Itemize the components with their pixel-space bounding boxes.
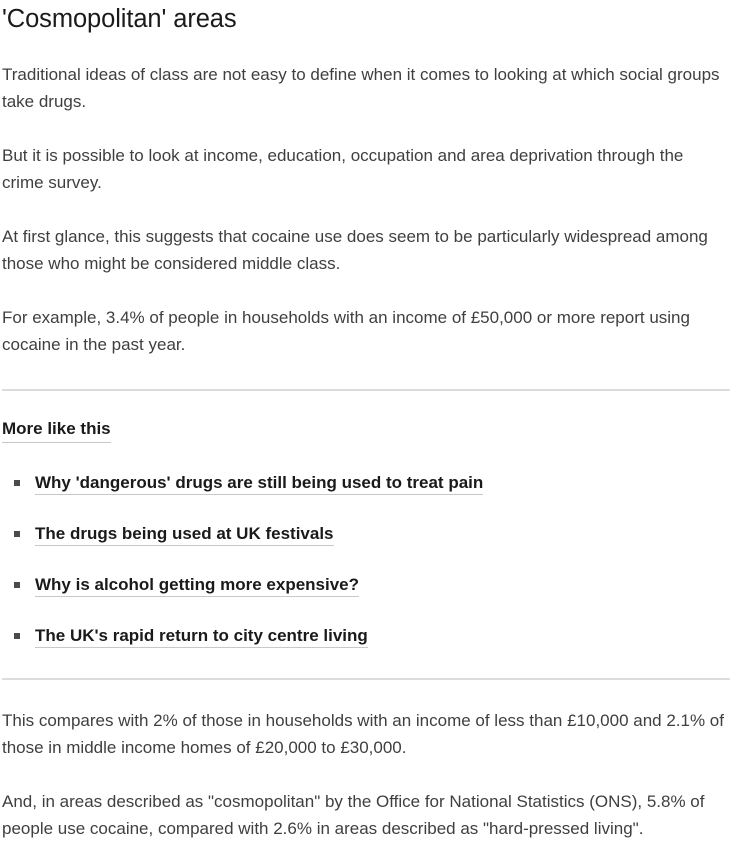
- page-title: 'Cosmopolitan' areas: [2, 5, 237, 33]
- square-bullet-icon: [14, 582, 20, 588]
- square-bullet-icon: [14, 531, 20, 537]
- more-like-this-section: [2, 418, 730, 443]
- list-item: [2, 472, 730, 495]
- related-links-list: [2, 472, 730, 648]
- list-item: [2, 625, 730, 648]
- related-link-3[interactable]: Why is alcohol getting more expensive?: [35, 575, 359, 597]
- intro-paragraph-4: For example, 3.4% of people in households with an income of £50,000 or more report using cocaine in the past year.: [2, 308, 690, 354]
- intro-paragraph-1: Traditional ideas of class are not easy to define when it comes to looking at which social groups take drugs.: [2, 65, 720, 111]
- intro-paragraph-3: At first glance, this suggests that cocaine use does seem to be particularly widespread among those who might be considered middle class.: [2, 227, 708, 273]
- intro-paragraph-2: But it is possible to look at income, education, occupation and area deprivation through the crime survey.: [2, 146, 684, 192]
- outro-paragraph-2: And, in areas described as "cosmopolitan" by the Office for National Statistics (ONS), 5.8% of people use cocaine, compared with 2.6% in areas described as "hard-pressed living".: [2, 792, 705, 838]
- related-link-1[interactable]: Why 'dangerous' drugs are still being used to treat pain: [35, 473, 483, 495]
- square-bullet-icon: [14, 633, 20, 639]
- divider-bottom: [2, 678, 730, 680]
- divider-top: [2, 389, 730, 391]
- related-link-2[interactable]: The drugs being used at UK festivals: [35, 524, 334, 546]
- list-item: [2, 574, 730, 597]
- outro-paragraph-1: This compares with 2% of those in households with an income of less than £10,000 and 2.1% of those in middle income homes of £20,000 to £30,000.: [2, 711, 724, 757]
- more-like-this-heading: More like this: [2, 418, 111, 443]
- square-bullet-icon: [14, 480, 20, 486]
- list-item: [2, 523, 730, 546]
- related-link-4[interactable]: The UK's rapid return to city centre living: [35, 626, 368, 648]
